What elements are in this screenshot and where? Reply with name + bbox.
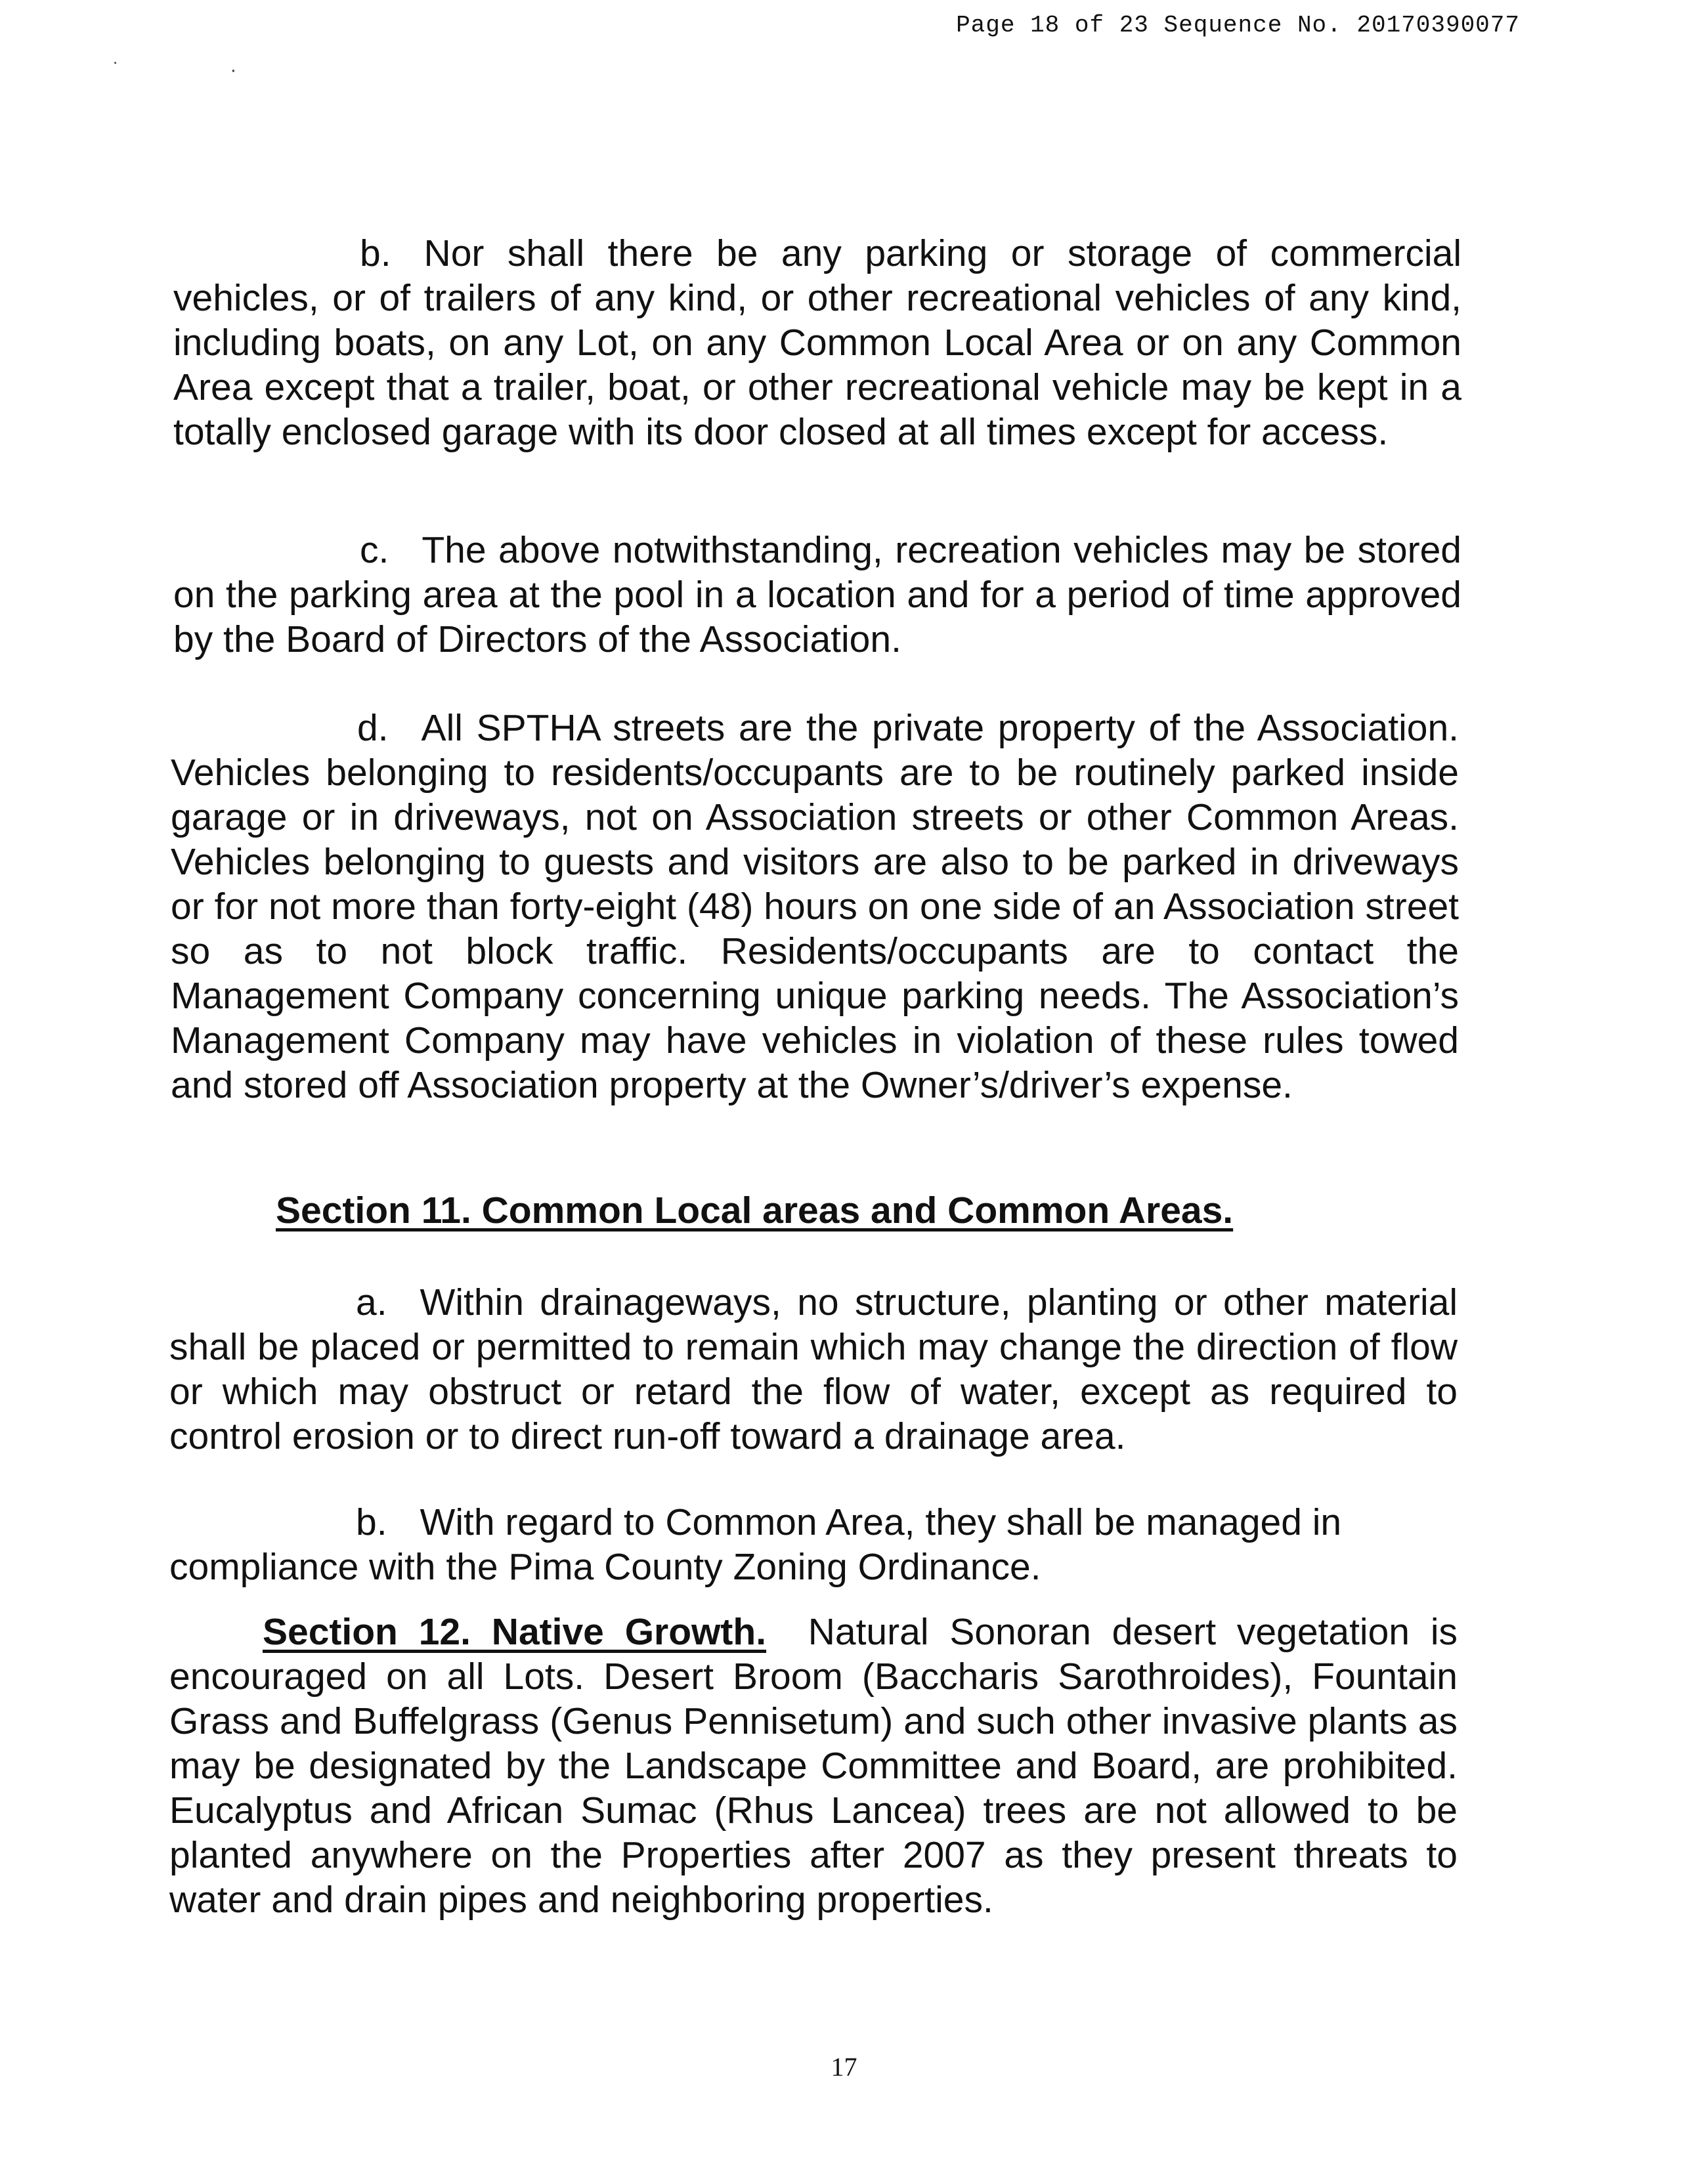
section-11-heading: Section 11. Common Local areas and Common Areas.: [276, 1189, 1234, 1231]
page-number: 17: [831, 2052, 857, 2082]
paragraph-label: c.: [360, 529, 389, 571]
paragraph-text: The above notwithstanding, recreation vehicles may be stored on the parking area at the pool in a location and for a period of time approved by the Board of Directors of the Association.: [173, 529, 1461, 660]
scan-specks: ˙ ·: [113, 59, 290, 81]
paragraph-label: a.: [356, 1281, 387, 1323]
page-header: Page 18 of 23 Sequence No. 20170390077: [956, 12, 1520, 39]
paragraph-text: Within drainageways, no structure, planting or other material shall be placed or permitted to remain which may change the direction of flow or which may obstruct or retard the flow of water, except as required to control erosion or to direct run-off toward a drainage area.: [169, 1281, 1458, 1457]
paragraph-d-streets: [171, 706, 1459, 1107]
section-11-paragraph-a: [169, 1280, 1458, 1459]
section-12-heading: Section 12. Native Growth.: [263, 1611, 767, 1653]
section-12-paragraph: [169, 1610, 1458, 1922]
paragraph-text: Nor shall there be any parking or storage of commercial vehicles, or of trailers of any kind, or other recreational vehicles of any kind, including boats, on any Lot, on any Common Local Area or on any Common Area except that a trailer, boat, or other recreational vehicle may be kept in a totally enclosed garage with its door closed at all times except for access.: [173, 232, 1461, 453]
paragraph-label: b.: [356, 1501, 387, 1543]
paragraph-c-recreation: [173, 528, 1461, 662]
paragraph-text: All SPTHA streets are the private property of the Association. Vehicles belonging to residents/occupants are to be routinely parked inside garage or in driveways, not on Association streets or other Common Areas. Vehicles belonging to guests and visitors are also to be parked in driveways or for not more than forty-eight (48) hours on one side of an Association street so as to not block traffic. Residents/occupants are to contact the Management Company concerning unique parking needs. The Association’s Management Company may have vehicles in violation of these rules towed and stored off Association property at the Owner’s/driver’s expense.: [171, 707, 1459, 1106]
section-11-paragraph-b: [169, 1500, 1458, 1589]
paragraph-b-vehicles: [173, 231, 1461, 454]
paragraph-label: b.: [360, 232, 391, 274]
paragraph-text: With regard to Common Area, they shall be managed in compliance with the Pima County Zoning Ordinance.: [169, 1501, 1342, 1588]
paragraph-text: Natural Sonoran desert vegetation is encouraged on all Lots. Desert Broom (Baccharis Sarothroides), Fountain Grass and Buffelgrass (Genus Pennisetum) and such other invasive plants as may be designated by the Landscape Committee and Board, are prohibited. Eucalyptus and African Sumac (Rhus Lancea) trees are not allowed to be planted anywhere on the Properties after 2007 as they present threats to water and drain pipes and neighboring properties.: [169, 1611, 1458, 1921]
paragraph-label: d.: [357, 707, 389, 749]
